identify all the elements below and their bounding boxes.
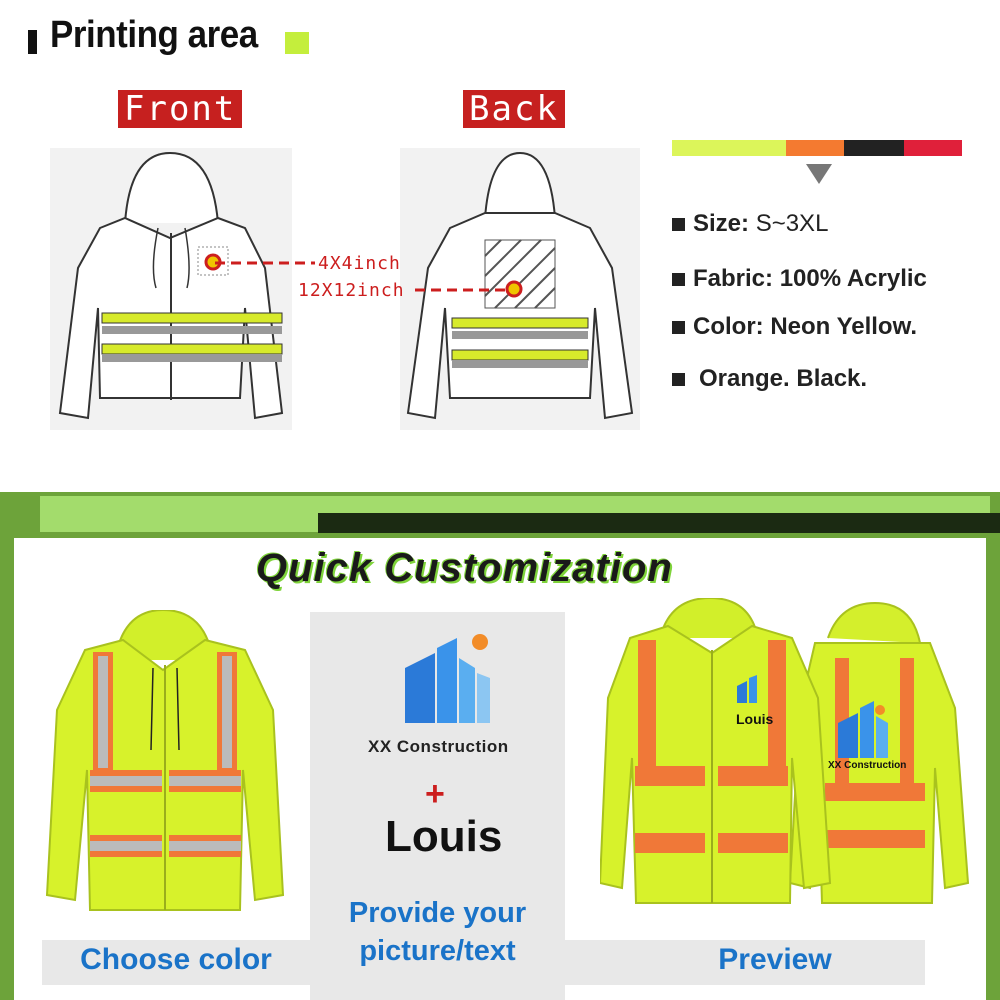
header-bullet xyxy=(28,30,37,54)
spec-color-extra: Orange. Black. xyxy=(672,365,867,393)
front-print-size: 4X4inch xyxy=(318,253,401,274)
building-logo-icon xyxy=(395,628,495,728)
bullet-icon xyxy=(672,373,685,386)
triangle-down-icon xyxy=(806,164,832,186)
preview-name-text: Louis xyxy=(736,711,774,727)
step-preview: Preview xyxy=(718,943,832,976)
bullet-icon xyxy=(672,321,685,334)
spec-fabric: Fabric: 100% Acrylic xyxy=(672,265,927,293)
front-tag: Front xyxy=(118,90,242,128)
color-swatch-yellow xyxy=(672,140,786,156)
preview-logo-text: XX Construction xyxy=(828,760,907,771)
spec-size: Size: S~3XL xyxy=(672,210,828,238)
bullet-icon xyxy=(672,218,685,231)
header-accent-square xyxy=(285,32,309,54)
step-choose-color: Choose color xyxy=(80,943,272,976)
preview-hoodie-image xyxy=(600,598,972,913)
plus-icon: + xyxy=(425,775,445,813)
color-swatch-orange xyxy=(786,140,844,156)
dark-strip xyxy=(318,513,1000,533)
step-provide-line2: picture/text xyxy=(359,935,516,967)
page-title: Printing area xyxy=(50,14,258,56)
bullet-icon xyxy=(672,273,685,286)
custom-name-text: Louis xyxy=(385,812,503,861)
back-tag: Back xyxy=(463,90,565,128)
color-swatch-red xyxy=(904,140,962,156)
step-provide-line1: Provide your xyxy=(348,897,527,929)
logo-company-name: XX Construction xyxy=(368,737,509,756)
spec-color: Color: Neon Yellow. xyxy=(672,313,917,341)
back-print-size: 12X12inch xyxy=(298,280,405,301)
customization-title: Quick Customization xyxy=(256,546,673,590)
hoodie-product-image xyxy=(45,610,285,915)
color-swatch-black xyxy=(844,140,904,156)
